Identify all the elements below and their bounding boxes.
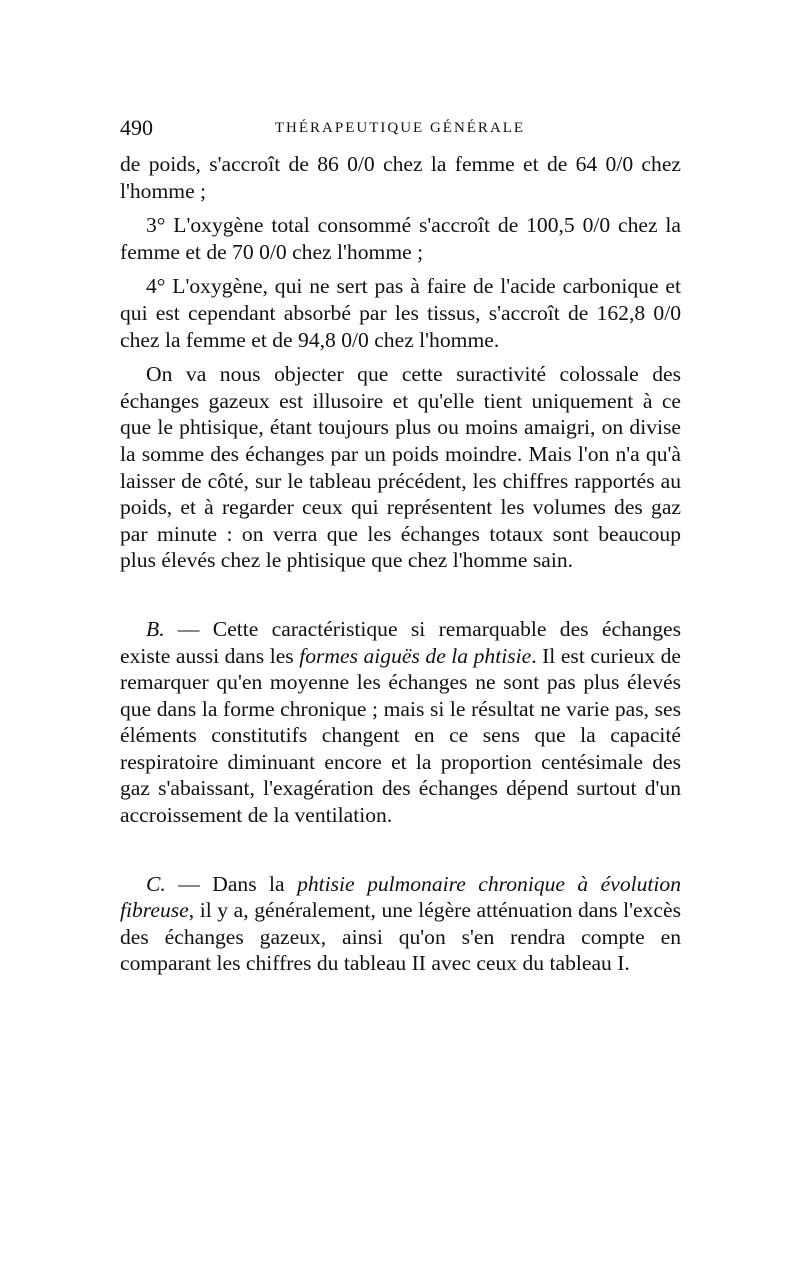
section-c-text-1: — Dans la [165,871,298,896]
section-letter-c: C. [146,871,166,896]
paragraph-item-4: 4° L'oxygène, qui ne sert pas à faire de l'acide carbonique et qui est cependant absorbé par les tissus, s'accroît de 162,8 0/0 chez la femme et de 94,8 0/0 chez l'homme. [120,274,681,352]
section-c-text-2: , il y a, généralement, une légère atténuation dans l'excès des échanges gazeux, ainsi qu'on s'en rendra compte en comparant les chiffres du tableau II avec ceux du tableau I. [120,898,681,976]
section-b-italic: formes aiguës de la phtisie [299,643,532,668]
section-b-text-1: — Cette caractéristique si remarquable des échanges existe aussi dans les [120,616,681,668]
section-c-italic: phtisie pulmonaire chronique à évolution fibreuse [120,871,681,923]
page-header [120,113,680,143]
paragraph-section-c [120,871,681,977]
section-letter-b: B. [146,616,165,641]
page-number: 490 [120,115,153,140]
section-b-text-2: . Il est curieux de remarquer qu'en moyenne les échanges ne sont pas plus élevés que dans la forme chronique ; mais si le résultat ne varie pas, ses éléments constitutifs changent en ce sens que la capacité respiratoire diminuant encore et la proportion centésimale des gaz s'abaissant, l'exagération des échanges dépend surtout d'un accroissement de la ventilation. [120,643,681,828]
body-text [120,151,681,977]
paragraph-continuation: de poids, s'accroît de 86 0/0 chez la femme et de 64 0/0 chez l'homme ; [120,152,681,203]
running-title: THÉRAPEUTIQUE GÉNÉRALE [274,120,526,136]
paragraph-objection: On va nous objecter que cette suractivité colossale des échanges gazeux est illusoire et qu'elle tient uniquement à ce que le phtisique, étant toujours plus ou moins amaigri, on divise la somme des échanges par un poids moindre. Mais l'on n'a qu'à laisser de côté, sur le tableau précédent, les chiffres rapportés au poids, et à regarder ceux qui représentent les volumes des gaz par minute : on verra que les échanges totaux sont beaucoup plus élevés chez le phtisique que chez l'homme sain. [120,362,681,573]
paragraph-section-b [120,616,681,829]
paragraph-item-3: 3° L'oxygène total consommé s'accroît de 100,5 0/0 chez la femme et de 70 0/0 chez l'homme ; [120,213,681,264]
